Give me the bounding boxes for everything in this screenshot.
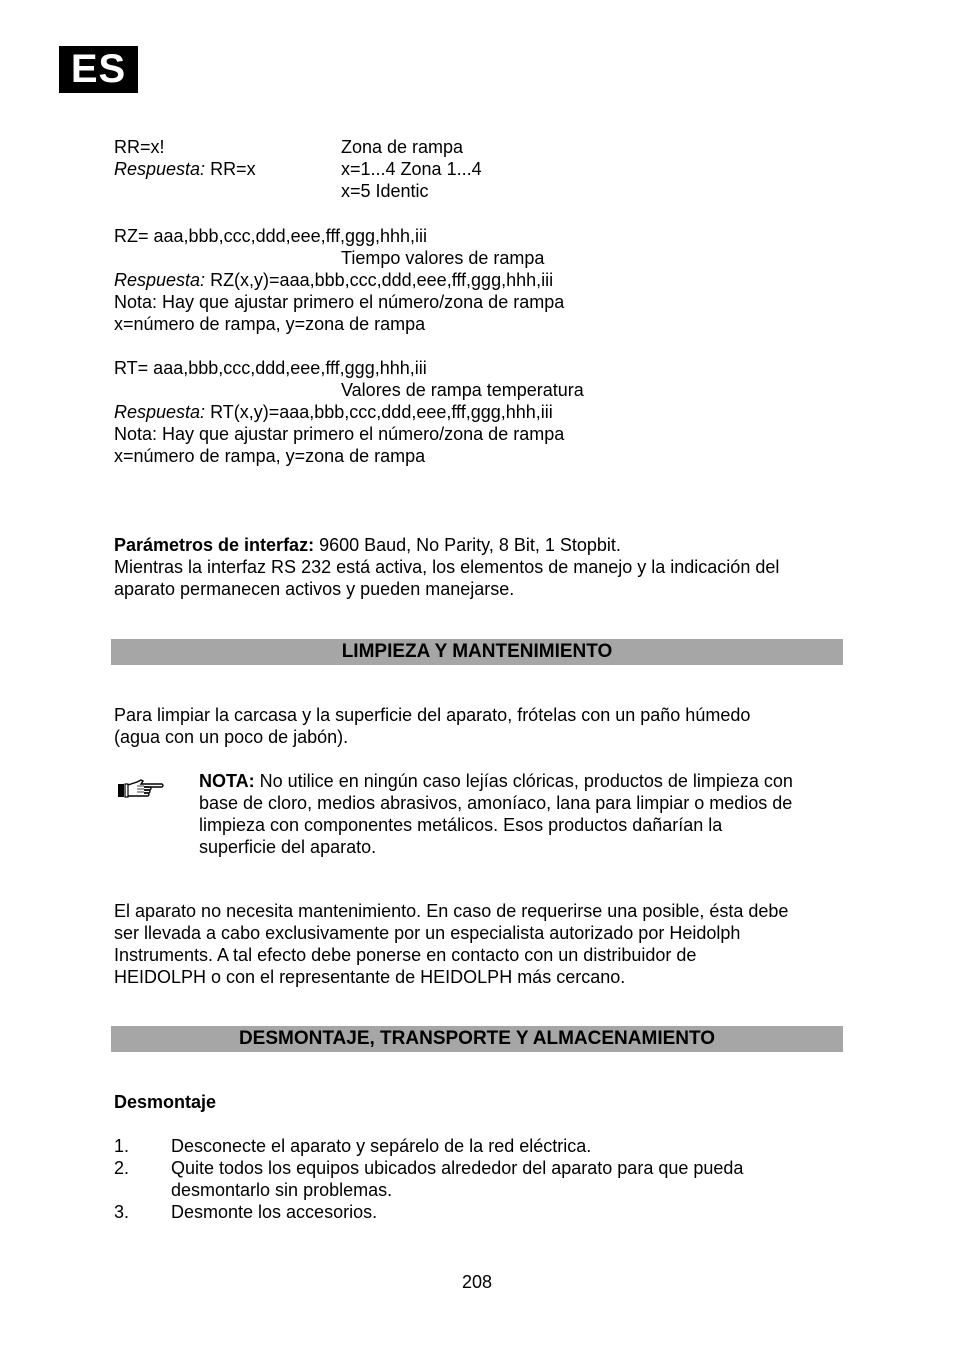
rz-response-label: Respuesta: [114,270,206,290]
rr-response-label: Respuesta: [114,159,206,179]
rz-description: Tiempo valores de rampa [341,248,545,268]
rt-response-label: Respuesta: [114,402,206,422]
cleaning-paragraph [114,704,844,748]
list-item-text: Desmonte los accesorios. [171,1202,378,1222]
list-item-number: 2. [114,1158,130,1178]
rz-note: Nota: Hay que ajustar primero el número/zona de rampa [114,292,565,312]
pointing-hand-icon [117,778,165,802]
paragraph-line: HEIDOLPH o con el representante de HEIDOLPH más cercano. [114,967,626,987]
rt-legend: x=número de rampa, y=zona de rampa [114,446,426,466]
list-item-number: 3. [114,1202,130,1222]
note-label: NOTA: [199,771,255,791]
page-number: 208 [461,1272,493,1292]
list-item-text: desmontarlo sin problemas. [171,1180,393,1200]
language-badge: ES [59,46,138,93]
interface-text-line: aparato permanecen activos y pueden manejarse. [114,579,515,599]
rr-response-value: RR=x [205,159,256,179]
maintenance-paragraph [114,900,844,988]
interface-text-line: Mientras la interfaz RS 232 está activa, los elementos de manejo y la indicación del [114,557,780,577]
rt-command: RT= aaa,bbb,ccc,ddd,eee,fff,ggg,hhh,iii [114,358,427,378]
list-item [114,1135,844,1157]
note-text-line: base de cloro, medios abrasivos, amoníaco, lana para limpiar o medios de [199,793,793,813]
rr-description: Zona de rampa [341,137,464,157]
rr-command: RR=x! [114,137,165,157]
disassembly-steps [114,1135,844,1223]
paragraph-line: (agua con un poco de jabón). [114,727,349,747]
rz-response-value: RZ(x,y)=aaa,bbb,ccc,ddd,eee,fff,ggg,hhh,iii [205,270,554,290]
rt-note: Nota: Hay que ajustar primero el número/zona de rampa [114,424,565,444]
disassembly-subheading: Desmontaje [114,1092,217,1112]
rt-description: Valores de rampa temperatura [341,380,584,400]
rr-range-zones: x=1...4 Zona 1...4 [341,159,482,179]
rz-command: RZ= aaa,bbb,ccc,ddd,eee,fff,ggg,hhh,iii [114,226,428,246]
section-title-cleaning: LIMPIEZA Y MANTENIMIENTO [111,639,843,665]
rz-command-block [114,225,854,335]
rz-legend: x=número de rampa, y=zona de rampa [114,314,426,334]
rt-response-value: RT(x,y)=aaa,bbb,ccc,ddd,eee,fff,ggg,hhh,iii [205,402,553,422]
rr-range-identic: x=5 Identic [341,181,429,201]
interface-parameters [114,534,844,600]
section-title-disassembly: DESMONTAJE, TRANSPORTE Y ALMACENAMIENTO [111,1026,843,1052]
paragraph-line: Instruments. A tal efecto debe ponerse en contacto con un distribuidor de [114,945,697,965]
interface-label: Parámetros de interfaz: [114,535,315,555]
note-text-line: No utilice en ningún caso lejías clóricas, productos de limpieza con [254,771,793,791]
list-item [114,1201,844,1223]
note-text-line: limpieza con componentes metálicos. Esos productos dañarían la [199,815,723,835]
cleaning-note [199,770,849,858]
interface-value: 9600 Baud, No Parity, 8 Bit, 1 Stopbit. [314,535,621,555]
list-item-number: 1. [114,1136,130,1156]
note-text-line: superficie del aparato. [199,837,377,857]
list-item [114,1157,844,1201]
rr-command-block [114,136,854,202]
paragraph-line: El aparato no necesita mantenimiento. En caso de requerirse una posible, ésta debe [114,901,789,921]
rt-command-block [114,357,854,467]
paragraph-line: Para limpiar la carcasa y la superficie del aparato, frótelas con un paño húmedo [114,705,751,725]
list-item-text: Quite todos los equipos ubicados alrededor del aparato para que pueda [171,1158,744,1178]
list-item-text: Desconecte el aparato y sepárelo de la red eléctrica. [171,1136,592,1156]
paragraph-line: ser llevada a cabo exclusivamente por un especialista autorizado por Heidolph [114,923,741,943]
